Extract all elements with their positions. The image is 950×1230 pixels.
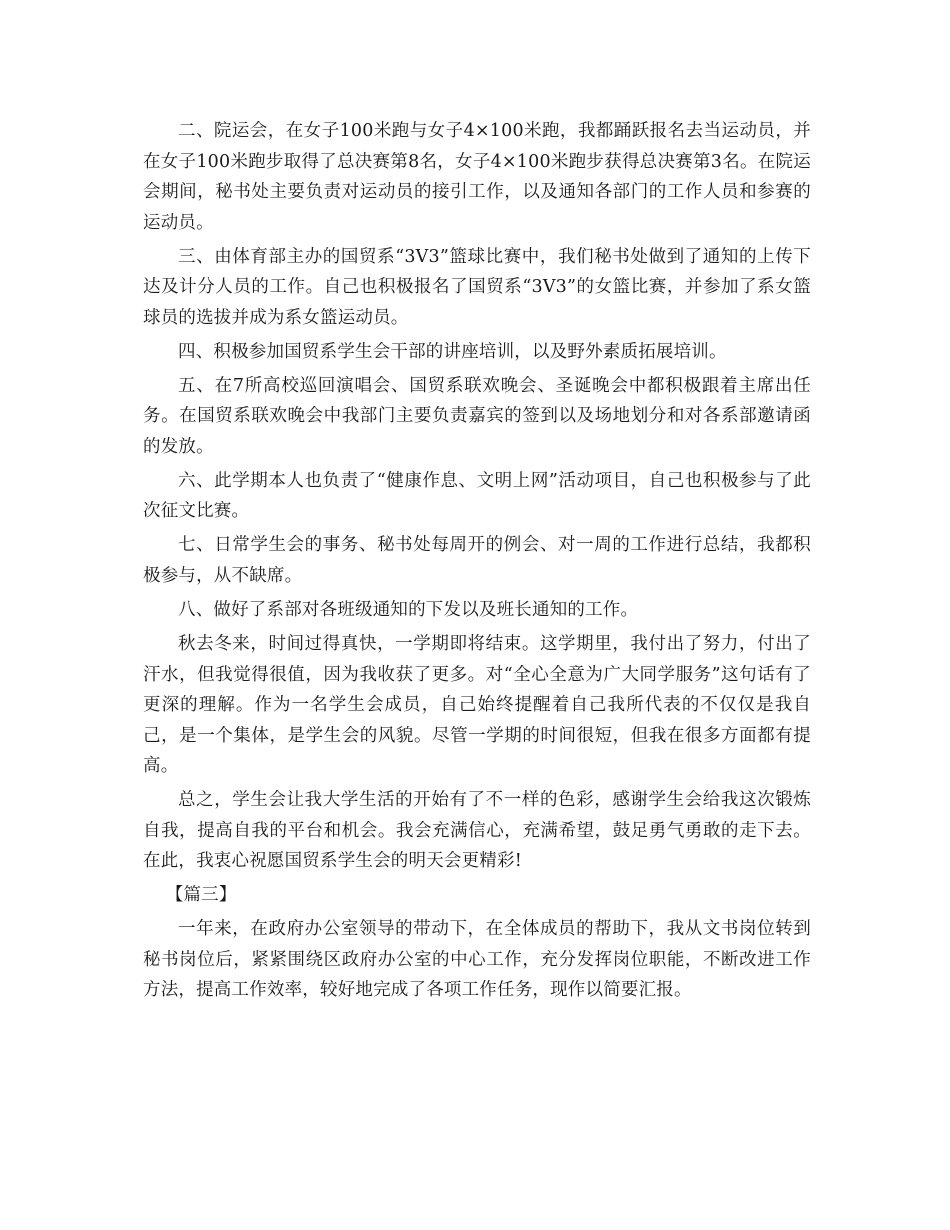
paragraph-daily-affairs: 七、日常学生会的事务、秘书处每周开的例会、对一周的工作进行总结，我都积极参与，从不缺席。 (143, 535, 811, 586)
paragraph-reflection: 秋去冬来，时间过得真快，一学期即将结束。这学期里，我付出了努力，付出了汗水，但我觉得很值，因为我收获了更多。对“全心全意为广大同学服务”这句话有了更深的理解。作为一名学生会成员，自己始终提醒着自己我所代表的不仅仅是我自己，是一个集体，是学生会的风貌。尽管一学期的时间很短，但我在很多方面都有提高。 (143, 634, 811, 777)
paragraph-activity-project: 六、此学期本人也负责了“健康作息、文明上网”活动项目，自己也积极参与了此次征文比赛。 (143, 470, 811, 522)
paragraph-conclusion: 总之，学生会让我大学生活的开始有了不一样的色彩，感谢学生会给我这次锻炼自我，提高自我的平台和机会。我会充满信心，充满希望，鼓足勇气勇敢的走下去。在此，我衷心祝愿国贸系学生会的明天会更精彩! (143, 790, 811, 872)
paragraph-notifications: 八、做好了系部对各班级通知的下发以及班长通知的工作。 (178, 600, 639, 621)
paragraph-training: 四、积极参加国贸系学生会干部的讲座培训，以及野外素质拓展培训。 (178, 341, 727, 362)
paragraph-sports-meet: 二、院运会，在女子100米跑与女子4×100米跑，我都踊跃报名去当运动员，并在女子100米跑步取得了总决赛第8名，女子4×100米跑步获得总决赛第3名。在院运会期间，秘书处主要负责对运动员的接引工作，以及通知各部门的工作人员和参赛的运动员。 (143, 121, 811, 233)
paragraph-concerts: 五、在7所高校巡回演唱会、国贸系联欢晚会、圣诞晚会中都积极跟着主席出任务。在国贸系联欢晚会中我部门主要负责嘉宾的签到以及场地划分和对各系部邀请函的发放。 (143, 375, 811, 457)
paragraph-basketball: 三、由体育部主办的国贸系“3V3”篮球比赛中，我们秘书处做到了通知的上传下达及计分人员的工作。自己也积极报名了国贸系“3V3”的女篮比赛，并参加了系女篮球员的选拔并成为系女篮运动员。 (143, 246, 811, 328)
paragraph-annual-report: 一年来，在政府办公室领导的带动下，在全体成员的帮助下，我从文书岗位转到秘书岗位后，紧紧围绕区政府办公室的中心工作，充分发挥岗位职能，不断改进工作方法，提高工作效率，较好地完成了各项工作任务，现作以简要汇报。 (143, 919, 811, 1001)
document-body (143, 116, 811, 1010)
section-heading: 【篇三】 (165, 885, 237, 906)
